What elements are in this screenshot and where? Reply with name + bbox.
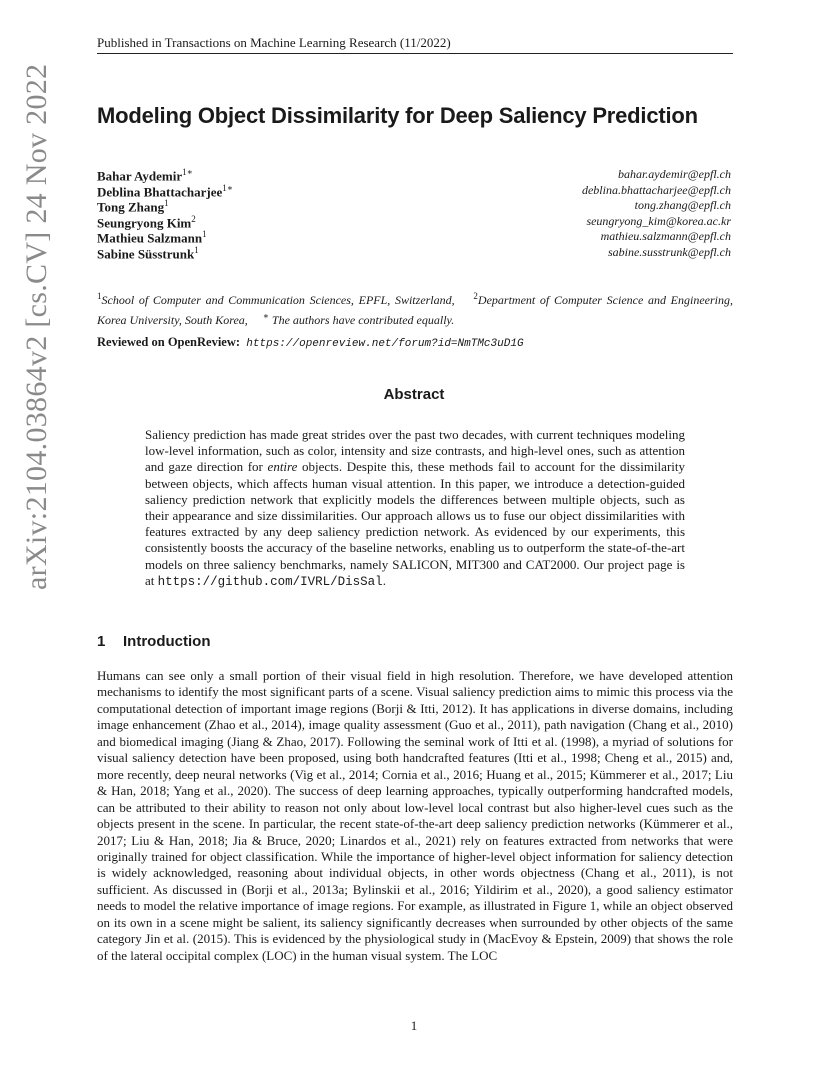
author-affiliation-marker: 1 bbox=[202, 229, 207, 239]
author-email: deblina.bhattacharjee@epfl.ch bbox=[581, 182, 731, 197]
affiliations: $^1$School of Computer and Communication Sciences, EPFL, Switzerland, $^2$Department of Computer Science and Engineering, Korea University, South Korea, ∗ The authors have contributed equally. bbox=[97, 291, 733, 327]
introduction-text: Humans can see only a small portion of their visual field in high resolution. Therefore, we have developed attention mechanisms to identify the most significant parts of a scene. Visual saliency prediction aims to mimic this process via the computational detection of important image regions (Borji & Itti, 2012). It has applications in diverse domains, including image enhancement (Zhao et al., 2014), image quality assessment (Guo et al., 2011), path navigation (Chang et al., 2010) and biomedical imaging (Jiang & Zhao, 2017). Following the seminal work of Itti et al. (1998), a myriad of solutions for visual saliency detection have been proposed, using both handcrafted features (Itti et al., 1998; Cheng et al., 2015) and, more recently, deep neural networks (Vig et al., 2014; Cornia et al., 2016; Huang et al., 2015; Kümmerer et al., 2017; Liu & Han, 2018; Yang et al., 2020). The success of deep learning approaches, typically outperforming handcrafted models, can be attributed to their ability to reason not only about low-level local contrast but also higher-level cues such as the objects present in the scene. In particular, the recent state-of-the-art deep saliency prediction networks (Kümmerer et al., 2017; Liu & Han, 2018; Jia & Bruce, 2020; Linardos et al., 2021) rely on features extracted from networks that were originally trained for object classification. While the importance of higher-level object information for saliency detection is widely acknowledged, reasoning about individual objects, in other words objectness (Chang et al., 2011), is not sufficient. As discussed in (Borji et al., 2013a; Bylinskii et al., 2016; Yildirim et al., 2020), a good saliency estimator needs to model the relative importance of image regions. For example, as illustrated in Figure 1, while an object observed on its own in a scene might be salient, its saliency significantly decreases when surrounded by other objects of the same category Jin et al. (2015). This is evidenced by the physiological study in (MacEvoy & Epstein, 2009) that shows the role of the lateral occipital complex (LOC) in the human visual system. The LOC bbox=[97, 668, 733, 963]
author-affiliation-marker: 2 bbox=[191, 213, 196, 224]
author-affiliation-marker: 1∗ bbox=[182, 167, 193, 177]
author-affiliation-marker: 1∗ bbox=[222, 182, 233, 193]
running-head: Published in Transactions on Machine Learning Research (11/2022) bbox=[97, 35, 451, 50]
abstract-text: Saliency prediction has made great strides over the past two decades, with current techniques modeling low-level information, such as color, intensity and size contrasts, and high-level ones, such as attention and gaze direction for entire objects. Despite this, these methods fail to account for the dissimilarity between objects, which affects human visual attention. In this paper, we introduce a detection-guided saliency prediction network that explicitly models the differences between multiple objects, such as their appearance and size dissimilarities. Our approach allows us to fuse our object dissimilarities with features extracted by any deep saliency prediction network. As evidenced by our experiments, this consistently boosts the accuracy of the baseline networks, enabling us to outperform the state-of-the-art models on three saliency benchmarks, namely SALICON, MIT300 and CAT2000. Our project page is at https://github.com/IVRL/DisSal. bbox=[145, 427, 685, 589]
author-email: seungryong_kim@korea.ac.kr bbox=[586, 213, 731, 228]
author-name: Deblina Bhattacharjee$^{1∗}$ bbox=[97, 182, 233, 199]
author-name: Bahar Aydemir$^{1∗}$ bbox=[97, 167, 193, 184]
section-number: 1 bbox=[97, 633, 106, 650]
author-email: bahar.aydemir@epfl.ch bbox=[617, 167, 731, 181]
author-name: Seungryong Kim$^2$ bbox=[97, 213, 196, 230]
author-email: mathieu.salzmann@epfl.ch bbox=[600, 229, 731, 243]
author-name: Sabine Süsstrunk$^1$ bbox=[97, 244, 199, 261]
section-title: Introduction bbox=[123, 633, 211, 650]
paper-title: Modeling Object Dissimilarity for Deep Saliency Prediction bbox=[97, 103, 698, 128]
author-name: Mathieu Salzmann$^1$ bbox=[97, 229, 207, 246]
author-affiliation-marker: 1 bbox=[194, 244, 199, 255]
author-email: sabine.susstrunk@epfl.ch bbox=[607, 244, 731, 259]
author-emails bbox=[582, 167, 731, 260]
section-heading bbox=[97, 633, 210, 650]
author-affiliation-marker: 1 bbox=[164, 198, 169, 208]
abstract-heading: Abstract bbox=[383, 386, 445, 403]
author-name: Tong Zhang$^1$ bbox=[97, 198, 169, 215]
page-number: 1 bbox=[410, 1018, 418, 1033]
author-list bbox=[97, 167, 233, 260]
arxiv-watermark: arXiv:2104.03864v2 [cs.CV] 24 Nov 2022 bbox=[20, 63, 53, 590]
project-page-link[interactable]: https://github.com/IVRL/DisSal bbox=[157, 574, 383, 589]
author-email: tong.zhang@epfl.ch bbox=[634, 198, 731, 212]
openreview-line: Reviewed on OpenReview: https://openreview.net/forum?id=NmTMc3uD1G bbox=[97, 335, 524, 350]
openreview-link[interactable]: https://openreview.net/forum?id=NmTMc3uD1G bbox=[246, 338, 524, 350]
header-rule bbox=[97, 53, 733, 54]
